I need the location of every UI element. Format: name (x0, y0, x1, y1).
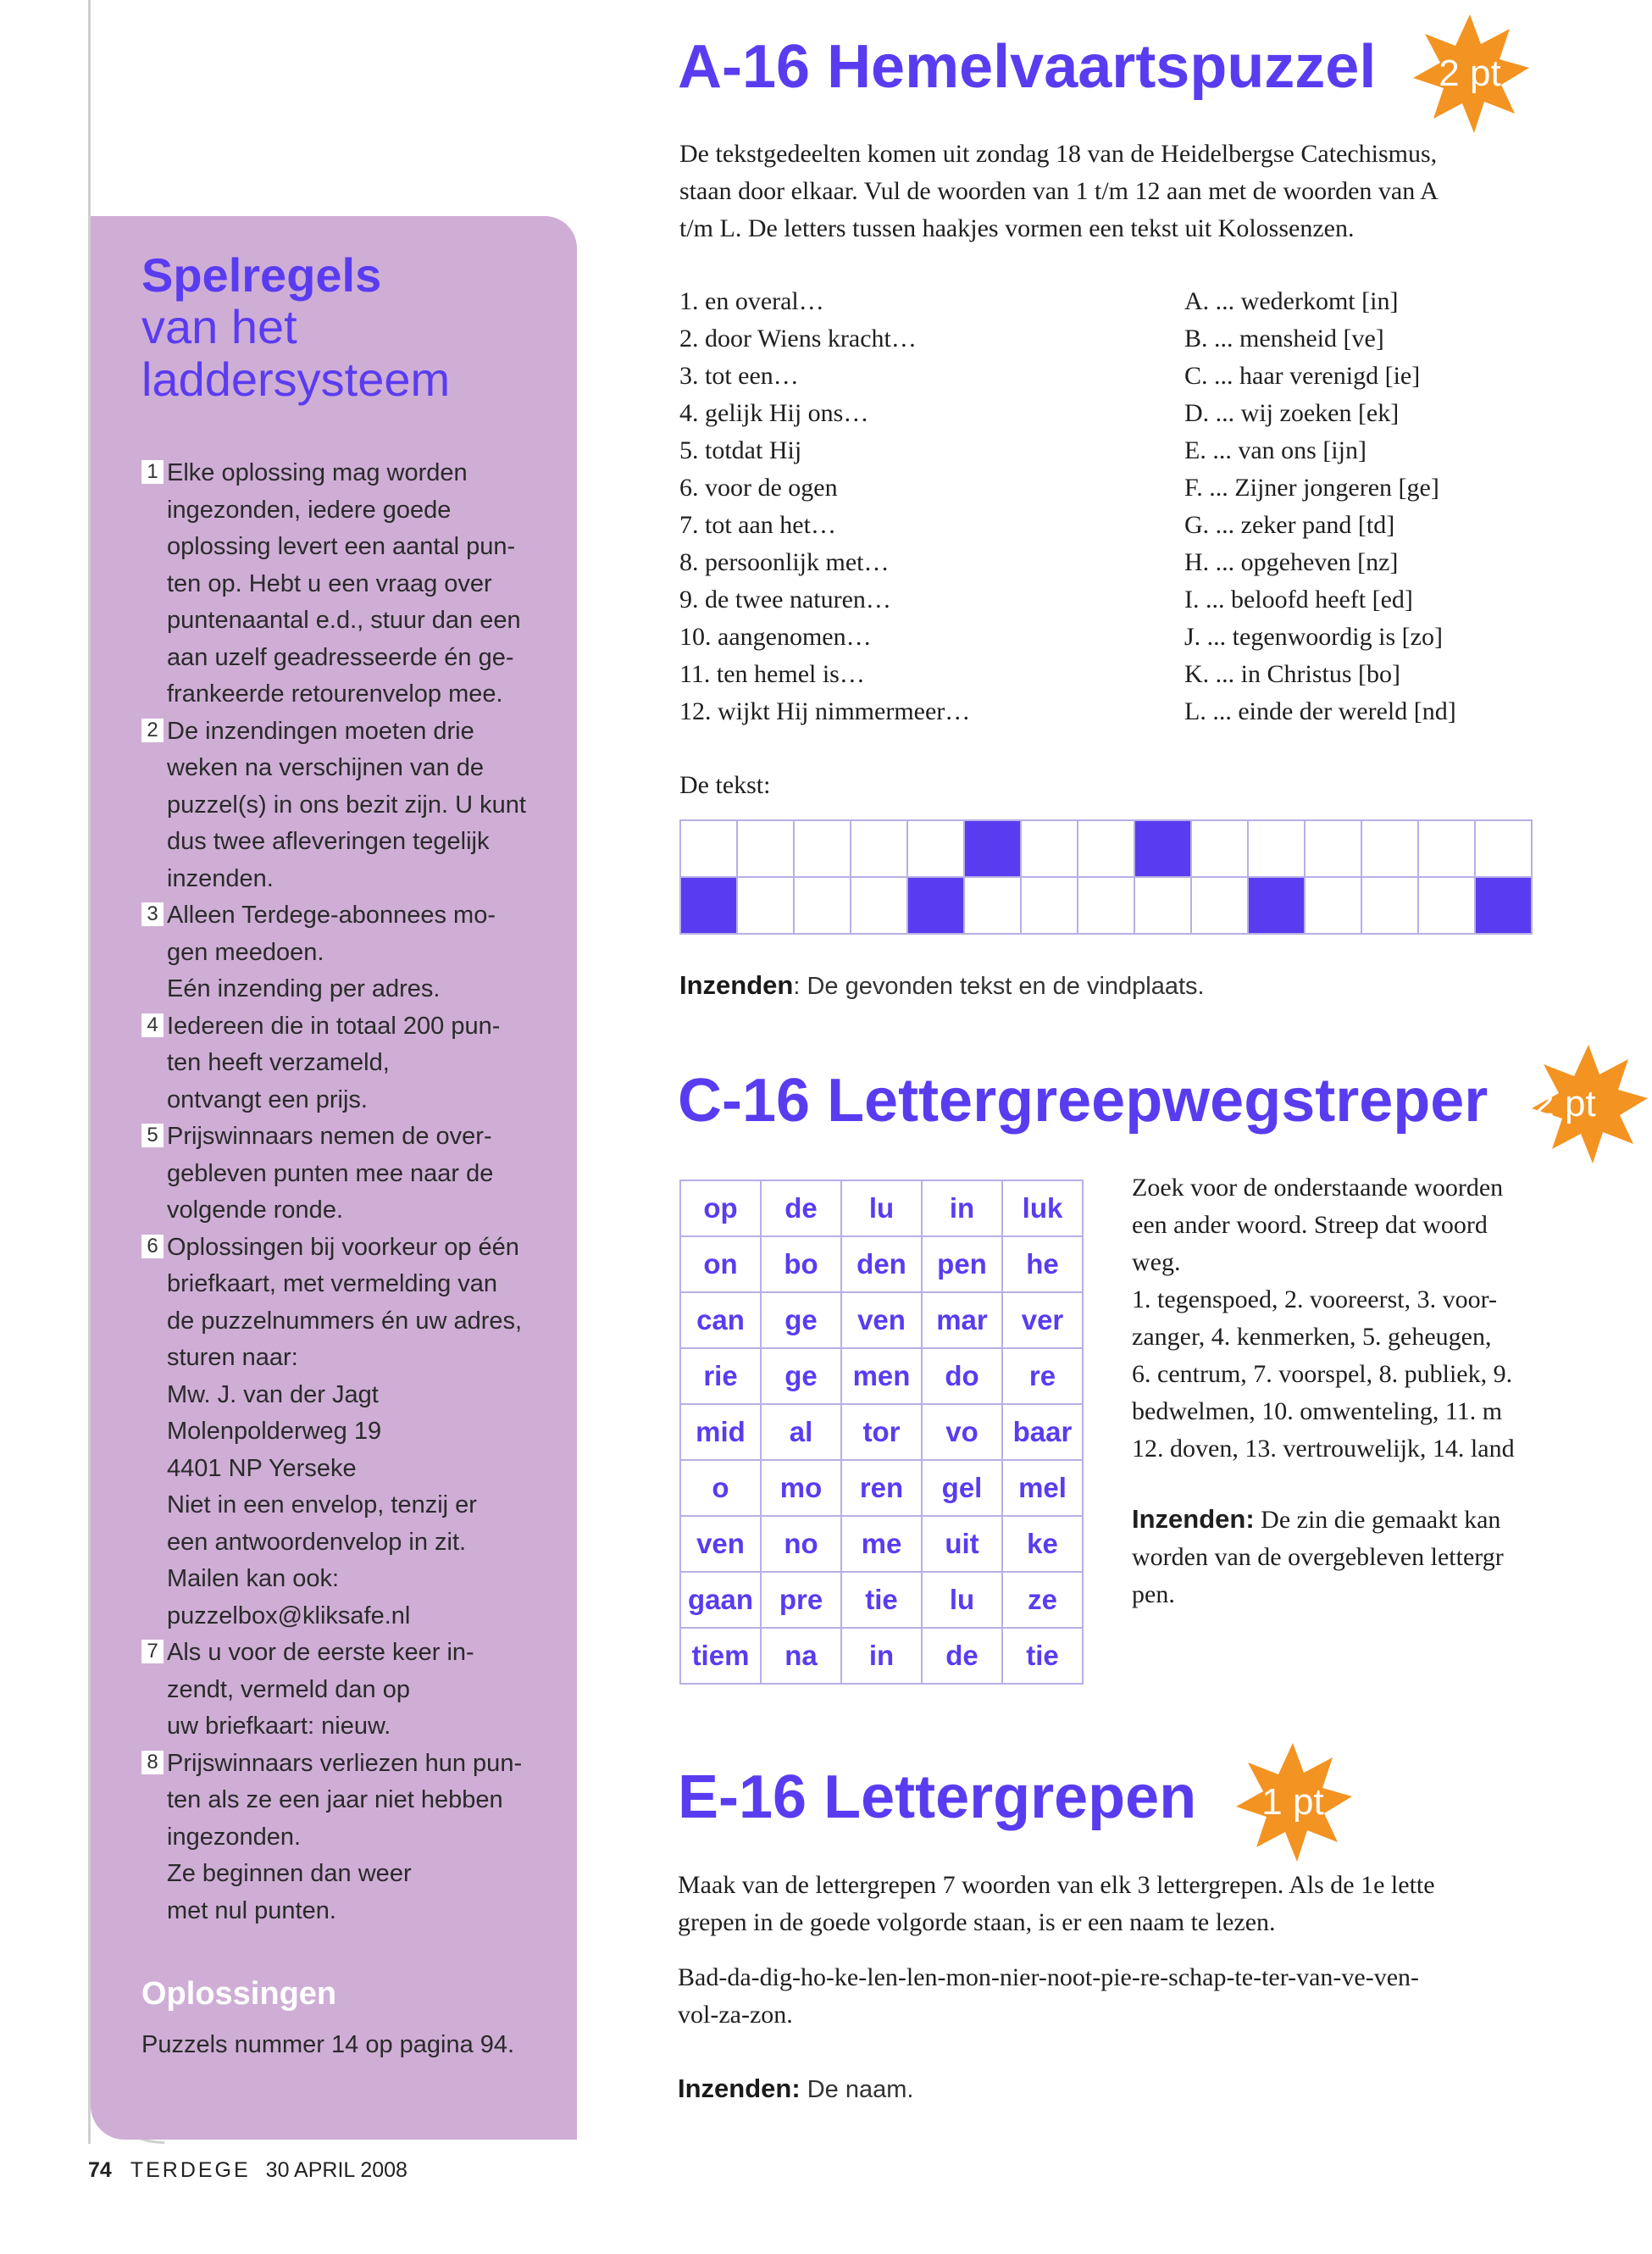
grid-cell (1021, 877, 1078, 934)
c16-desc-line: Zoek voor de onderstaande woorden (1132, 1174, 1504, 1202)
grid-cell (1078, 820, 1134, 877)
e16-syllables-line: Bad-da-dig-ho-ke-len-len-mon-nier-noot-pie-re-schap-te-ter-van-ve-ven- (678, 1963, 1420, 1991)
syllable-cell: o (680, 1460, 761, 1516)
syllable-cell: tiem (680, 1628, 761, 1684)
magazine-name: TERDEGE (130, 2158, 251, 2182)
grid-cell-filled (1475, 877, 1532, 934)
syllable-cell: rie (680, 1348, 761, 1404)
syllable-cell: ven (841, 1292, 922, 1348)
syllable-cell: lu (922, 1572, 1002, 1628)
a16-right-item: J. ... tegenwoordig is [zo] (1184, 623, 1443, 651)
c16-description (1132, 1169, 1515, 1468)
e16-syllables-line: vol-za-zon. (678, 2001, 793, 2029)
a16-right-list (1184, 283, 1456, 730)
syllable-cell: ke (1002, 1516, 1083, 1572)
c16-desc-line: 1. tegenspoed, 2. vooreerst, 3. voor- (1132, 1285, 1497, 1313)
rule-line: met nul punten. (167, 1896, 336, 1924)
rule-number: 8 (141, 1751, 164, 1774)
solutions-text: Puzzels nummer 14 op pagina 94. (141, 2031, 515, 2058)
rule-line: uw briefkaart: nieuw. (167, 1713, 391, 1740)
grid-cell-filled (1134, 820, 1191, 877)
grid-cell (1305, 820, 1361, 877)
a16-left-list (679, 283, 970, 730)
page-footer (88, 2158, 407, 2183)
rules-list (141, 455, 543, 1929)
grid-cell (851, 820, 907, 877)
syllable-cell: mar (922, 1292, 1002, 1348)
syllable-cell: op (680, 1180, 761, 1236)
rule-line: Mw. J. van der Jagt (167, 1380, 379, 1408)
grid-cell (737, 820, 794, 877)
rule-line: puzzel(s) in ons bezit zijn. U kunt (167, 791, 526, 819)
grid-cell (1305, 877, 1361, 934)
syllable-cell: ver (1002, 1292, 1083, 1348)
rule-line: gebleven punten mee naar de (167, 1159, 494, 1187)
rule-line: dus twee afleveringen tegelijk (167, 828, 490, 855)
syllable-row (680, 1180, 1083, 1236)
a16-answer-grid (679, 819, 1533, 935)
c16-desc-line: een ander woord. Streep dat woord (1132, 1211, 1488, 1239)
a16-intro-line: t/m L. De letters tussen haakjes vormen een tekst uit Kolossenzen. (679, 214, 1355, 242)
rule-line: de puzzelnummers én uw adres, (167, 1307, 523, 1335)
syllable-cell: de (761, 1180, 841, 1236)
rule-line: ontvangt een prijs. (167, 1085, 368, 1113)
grid-cell (1134, 877, 1191, 934)
a16-text-label: De tekst: (679, 771, 771, 799)
rule-item (141, 1119, 543, 1230)
rule-line: ten heeft verzameld, (167, 1049, 390, 1076)
grid-cell-filled (964, 820, 1021, 877)
a16-intro-line: De tekstgedeelten komen uit zondag 18 van de Heidelbergse Catechismus, (679, 140, 1438, 168)
syllable-row (680, 1460, 1083, 1516)
a16-right-item: B. ... mensheid [ve] (1184, 325, 1384, 353)
e16-points-badge (1229, 1739, 1356, 1866)
rule-number: 3 (141, 902, 164, 926)
syllable-cell: tor (841, 1404, 922, 1460)
syllable-row (680, 1628, 1083, 1684)
syllable-cell: mel (1002, 1460, 1083, 1516)
rule-line: ingezonden. (167, 1823, 302, 1851)
grid-cell-filled (1248, 877, 1305, 934)
a16-send-label: Inzenden (679, 970, 794, 1000)
grid-cell (737, 877, 794, 934)
a16-right-item: F. ... Zijner jongeren [ge] (1184, 474, 1439, 502)
syllable-cell: bo (761, 1236, 841, 1292)
grid-row (680, 820, 1532, 877)
grid-cell (1248, 820, 1305, 877)
grid-cell (794, 877, 851, 934)
syllable-cell: uit (922, 1516, 1002, 1572)
c16-desc-line: zanger, 4. kenmerken, 5. geheugen, (1132, 1323, 1492, 1351)
a16-left-item: 10. aangenomen… (679, 623, 872, 651)
rule-line: Oplossingen bij voorkeur op één (167, 1233, 519, 1261)
syllable-row (680, 1292, 1083, 1348)
a16-right-item: D. ... wij zoeken [ek] (1184, 399, 1400, 427)
rule-item (141, 897, 543, 1008)
rule-line: Niet in een envelop, tenzij er (167, 1491, 477, 1518)
rule-line: oplossing levert een aantal pun- (167, 533, 516, 560)
syllable-cell: al (761, 1404, 841, 1460)
syllable-cell: ven (680, 1516, 761, 1572)
c16-send-label: Inzenden: (1132, 1504, 1255, 1534)
a16-intro-line: staan door elkaar. Vul de woorden van 1 t/m 12 aan met de woorden van A (679, 177, 1439, 205)
a16-right-item: E. ... van ons [ijn] (1184, 436, 1367, 464)
a16-send (679, 970, 1205, 1001)
syllable-cell: gel (922, 1460, 1002, 1516)
syllable-cell: pen (922, 1236, 1002, 1292)
syllable-cell: gaan (680, 1572, 761, 1628)
a16-right-item: C. ... haar verenigd [ie] (1184, 362, 1421, 390)
a16-left-item: 5. totdat Hij (679, 436, 802, 464)
rule-line: Alleen Terdege-abonnees mo- (167, 902, 496, 929)
a16-left-item: 1. en overal… (679, 287, 824, 315)
syllable-cell: ze (1002, 1572, 1083, 1628)
grid-cell-filled (907, 877, 964, 934)
grid-cell (1475, 820, 1532, 877)
syllable-cell: de (922, 1628, 1002, 1684)
grid-cell (1418, 877, 1475, 934)
rule-line: een antwoordenvelop in zit. (167, 1528, 467, 1556)
rule-line: volgende ronde. (167, 1196, 343, 1224)
syllable-cell: re (1002, 1348, 1083, 1404)
syllable-cell: luk (1002, 1180, 1083, 1236)
rule-line: zendt, vermeld dan op (167, 1675, 410, 1703)
grid-row (680, 877, 1532, 934)
c16-send-line: De zin die gemaakt kan (1254, 1506, 1501, 1534)
syllable-cell: men (841, 1348, 922, 1404)
syllable-cell: tie (1002, 1628, 1083, 1684)
solutions-title: Oplossingen (141, 1976, 337, 2012)
c16-title: C-16 Lettergreepwegstreper (678, 1067, 1488, 1135)
e16-points: 1 pt (1261, 1781, 1324, 1823)
a16-left-item: 3. tot een… (679, 362, 799, 390)
rule-number: 5 (141, 1124, 164, 1147)
rules-sidebar (91, 216, 577, 2140)
rule-line: Mailen kan ook: (167, 1565, 340, 1592)
a16-right-item: G. ... zeker pand [td] (1184, 511, 1395, 539)
sidebar-subtitle-2: laddersysteem (141, 353, 451, 406)
syllable-cell: can (680, 1292, 761, 1348)
rule-line: Prijswinnaars verliezen hun pun- (167, 1749, 523, 1777)
c16-desc-line: bedwelmen, 10. omwenteling, 11. m (1132, 1397, 1503, 1425)
rule-line: Iedereen die in totaal 200 pun- (167, 1012, 501, 1040)
a16-left-item: 2. door Wiens kracht… (679, 325, 917, 353)
c16-points: 2 pt (1533, 1083, 1596, 1124)
rule-item (141, 1635, 543, 1746)
rule-line: ingezonden, iedere goede (167, 496, 452, 524)
rule-line: briefkaart, met vermelding van (167, 1270, 498, 1297)
rule-line: Elke oplossing mag worden (167, 459, 468, 486)
syllable-cell: vo (922, 1404, 1002, 1460)
a16-left-item: 4. gelijk Hij ons… (679, 399, 869, 427)
syllable-cell: in (922, 1180, 1002, 1236)
rule-number: 7 (141, 1640, 164, 1663)
syllable-row (680, 1348, 1083, 1404)
rule-item (141, 1230, 543, 1635)
rule-item (141, 1008, 543, 1119)
rule-line: sturen naar: (167, 1344, 298, 1371)
grid-cell (964, 877, 1021, 934)
grid-cell (1361, 877, 1418, 934)
e16-send-label: Inzenden: (678, 2074, 801, 2103)
grid-cell-filled (680, 877, 737, 934)
syllable-cell: in (841, 1628, 922, 1684)
grid-cell (1191, 820, 1248, 877)
rule-line: Molenpolderweg 19 (167, 1418, 382, 1445)
rule-line: De inzendingen moeten drie (167, 717, 474, 745)
rule-line: gen meedoen. (167, 938, 324, 966)
grid-cell (1361, 820, 1418, 877)
rule-number: 1 (141, 460, 164, 484)
syllable-row (680, 1516, 1083, 1572)
c16-desc-line: 12. doven, 13. vertrouwelijk, 14. land (1132, 1435, 1515, 1463)
e16-send (678, 2074, 913, 2104)
rule-line: ten op. Hebt u een vraag over (167, 569, 492, 597)
sidebar-title: Spelregels (141, 248, 382, 302)
grid-cell (1078, 877, 1134, 934)
syllable-cell: no (761, 1516, 841, 1572)
syllable-cell: lu (841, 1180, 922, 1236)
c16-desc-line: weg. (1132, 1248, 1181, 1276)
rule-item (141, 1746, 543, 1930)
a16-left-item: 8. persoonlijk met… (679, 548, 890, 576)
a16-title: A-16 Hemelvaartspuzzel (678, 33, 1377, 101)
syllable-cell: tie (841, 1572, 922, 1628)
sidebar-subtitle-1: van het (141, 300, 297, 353)
rule-line: 4401 NP Yerseke (167, 1454, 357, 1482)
a16-right-item: L. ... einde der wereld [nd] (1184, 697, 1456, 725)
a16-intro (679, 136, 1439, 247)
grid-cell (1191, 877, 1248, 934)
syllable-cell: ge (761, 1348, 841, 1404)
syllable-cell: baar (1002, 1404, 1083, 1460)
e16-syllables (678, 1959, 1419, 2034)
a16-left-item: 7. tot aan het… (679, 511, 836, 539)
syllable-row (680, 1572, 1083, 1628)
e16-title: E-16 Lettergrepen (678, 1763, 1197, 1831)
rule-line: Prijswinnaars nemen de over- (167, 1123, 492, 1150)
rule-line: Ze beginnen dan weer (167, 1860, 412, 1887)
a16-left-item: 12. wijkt Hij nimmermeer… (679, 697, 971, 725)
rule-number: 6 (141, 1235, 164, 1258)
rule-line: inzenden. (167, 864, 274, 892)
a16-right-item: K. ... in Christus [bo] (1184, 660, 1400, 688)
rule-line: Eén inzending per adres. (167, 975, 441, 1002)
c16-send-line: worden van de overgebleven lettergr (1132, 1543, 1504, 1571)
syllable-cell: mid (680, 1404, 761, 1460)
syllable-row (680, 1404, 1083, 1460)
syllable-cell: mo (761, 1460, 841, 1516)
rule-line: frankeerde retourenvelop mee. (167, 680, 503, 708)
grid-cell (794, 820, 851, 877)
c16-points-badge (1525, 1041, 1652, 1168)
syllable-cell: me (841, 1516, 922, 1572)
e16-intro-line: grepen in de goede volgorde staan, is er een naam te lezen. (678, 1908, 1276, 1936)
issue-date: 30 APRIL 2008 (265, 2158, 407, 2182)
a16-right-item: A. ... wederkomt [in] (1184, 287, 1399, 315)
page-number: 74 (88, 2158, 112, 2182)
a16-left-item: 11. ten hemel is… (679, 660, 865, 688)
rule-number: 2 (141, 719, 164, 742)
rule-number: 4 (141, 1013, 164, 1037)
rule-line: ten als ze een jaar niet hebben (167, 1786, 503, 1813)
rule-line: weken na verschijnen van de (167, 754, 485, 781)
rule-line: Als u voor de eerste keer in- (167, 1639, 474, 1666)
rule-item (141, 455, 543, 713)
grid-cell (1021, 820, 1078, 877)
syllable-cell: on (680, 1236, 761, 1292)
a16-points-badge (1406, 10, 1533, 137)
a16-left-item: 9. de twee naturen… (679, 586, 891, 613)
syllable-cell: pre (761, 1572, 841, 1628)
syllable-row (680, 1236, 1083, 1292)
a16-send-text: : De gevonden tekst en de vindplaats. (793, 973, 1205, 1000)
a16-right-item: H. ... opgeheven [nz] (1184, 548, 1399, 576)
a16-left-item: 6. voor de ogen (679, 474, 838, 502)
grid-cell (680, 820, 737, 877)
rule-item (141, 713, 543, 898)
a16-points: 2 pt (1439, 53, 1501, 94)
e16-intro-line: Maak van de lettergrepen 7 woorden van elk 3 lettergrepen. Als de 1e lette (678, 1871, 1435, 1899)
rule-line: puzzelbox@kliksafe.nl (167, 1602, 411, 1629)
e16-intro (678, 1867, 1435, 1941)
grid-cell (1418, 820, 1475, 877)
grid-cell (907, 820, 964, 877)
c16-syllable-table (679, 1180, 1084, 1685)
rule-line: puntenaantal e.d., stuur dan een (167, 607, 521, 634)
c16-send (1132, 1501, 1504, 1613)
e16-send-text: De naam. (800, 2076, 914, 2103)
syllable-cell: den (841, 1236, 922, 1292)
syllable-cell: he (1002, 1236, 1083, 1292)
rule-line: aan uzelf geadresseerde én ge- (167, 643, 514, 671)
syllable-cell: ge (761, 1292, 841, 1348)
a16-right-item: I. ... beloofd heeft [ed] (1184, 586, 1413, 613)
syllable-cell: na (761, 1628, 841, 1684)
c16-desc-line: 6. centrum, 7. voorspel, 8. publiek, 9. (1132, 1360, 1513, 1388)
syllable-cell: do (922, 1348, 1002, 1404)
syllable-cell: ren (841, 1460, 922, 1516)
c16-send-line: pen. (1132, 1580, 1175, 1608)
grid-cell (851, 877, 907, 934)
